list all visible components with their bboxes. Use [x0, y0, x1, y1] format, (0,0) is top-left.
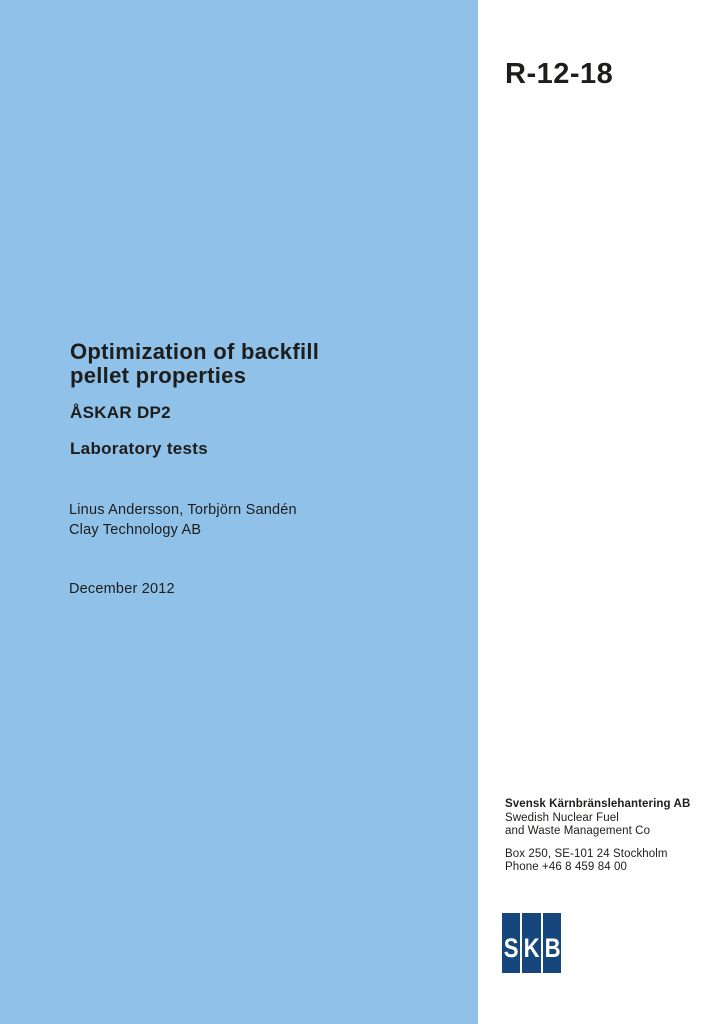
authors-line: Linus Andersson, Torbjörn Sandén: [69, 502, 297, 518]
skb-logo-bar-3: [543, 913, 561, 973]
skb-logo: [502, 913, 561, 973]
authors-block: [69, 500, 297, 540]
publisher-phone: Phone +46 8 459 84 00: [505, 861, 628, 873]
publisher-name-en-line-1: Swedish Nuclear Fuel: [505, 811, 619, 824]
report-title-line-2: pellet properties: [70, 363, 247, 388]
report-subtitle-type: Laboratory tests: [70, 439, 209, 458]
report-title: [70, 340, 319, 388]
skb-logo-letter-s: S: [503, 933, 519, 963]
report-title-line-1: Optimization of backfill: [70, 339, 320, 364]
publication-date: December 2012: [69, 581, 175, 597]
affiliation-line: Clay Technology AB: [69, 522, 202, 538]
publisher-block: [505, 798, 690, 875]
skb-logo-letter-k: K: [523, 933, 540, 963]
publisher-name-en-line-2: and Waste Management Co: [505, 825, 651, 837]
skb-logo-letter-b: B: [544, 933, 561, 963]
skb-logo-bar-1: [502, 913, 520, 973]
report-number: R-12-18: [505, 58, 614, 90]
report-subtitle-project: ÅSKAR DP2: [70, 403, 171, 422]
publisher-name: Svensk Kärnbränslehantering AB: [505, 798, 691, 810]
publisher-address: Box 250, SE-101 24 Stockholm: [505, 847, 668, 860]
skb-logo-bar-2: [522, 913, 540, 973]
